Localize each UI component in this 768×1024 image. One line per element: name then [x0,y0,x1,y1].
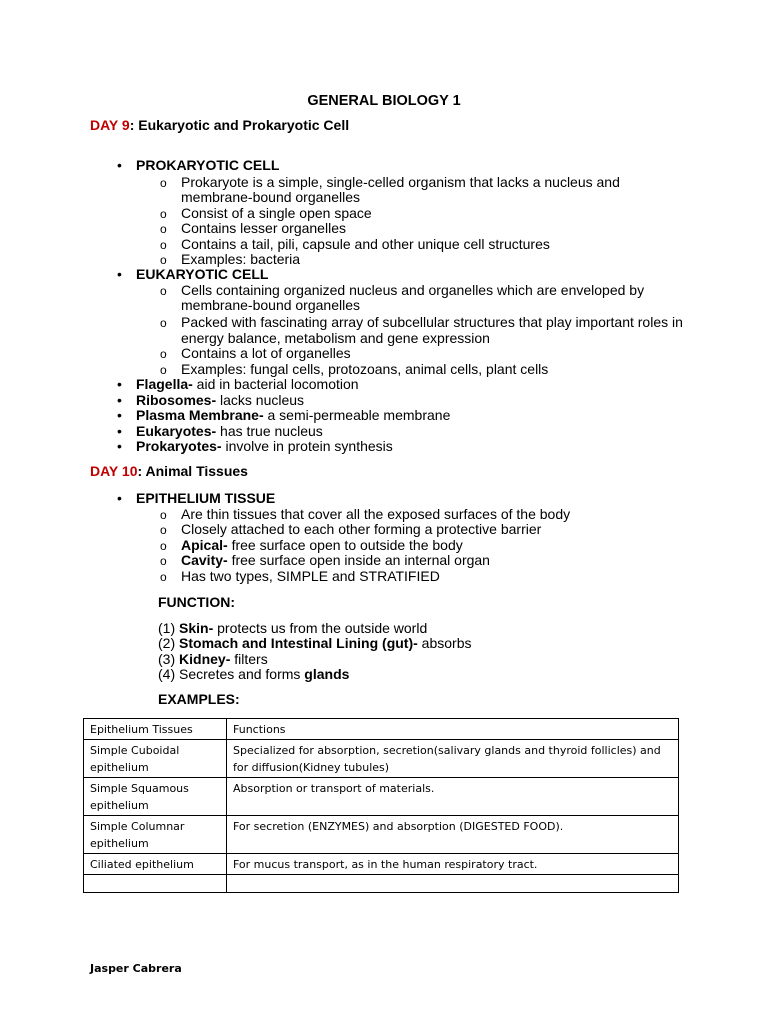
circle-bullet-icon: o [160,554,167,568]
function-text: filters [230,651,268,667]
cavity-text: free surface open inside an internal organ [231,552,490,568]
circle-bullet-icon: o [160,363,167,377]
circle-bullet-icon: o [160,253,167,267]
function-number: (4) [158,666,176,682]
day10-label: DAY 10 [90,463,138,479]
term-item [136,376,359,392]
circle-bullet-icon: o [160,570,167,584]
table-cell: For secretion (ENZYMES) and absorption (DIGESTED FOOD). [227,816,679,854]
term-item [136,407,450,423]
table-cell: Simple Columnar epithelium [84,816,227,854]
table-row [84,740,679,778]
term-definition: aid in bacterial locomotion [192,376,359,392]
table-cell [227,875,679,893]
function-text: Secretes and forms [175,666,305,682]
list-item: Packed with fascinating array of subcellular structures that play important roles in [181,314,683,330]
bullet-icon: • [117,490,122,506]
day10-topic: : Animal Tissues [137,463,248,479]
function-item [158,635,471,651]
circle-bullet-icon: o [160,222,167,236]
table-cell: Specialized for absorption, secretion(salivary glands and thyroid follicles) and for diffusion(Kidney tubules) [227,740,679,778]
circle-bullet-icon: o [160,347,167,361]
circle-bullet-icon: o [160,508,167,522]
function-text: protects us from the outside world [213,620,428,636]
bullet-icon: • [117,407,122,423]
function-item [158,620,427,636]
function-label: Skin- [179,620,214,636]
list-item: membrane-bound organelles [181,297,360,313]
list-item: Examples: bacteria [181,251,301,267]
term-label: Plasma Membrane- [136,407,264,423]
term-item [136,423,323,439]
term-label: Ribosomes- [136,392,217,408]
function-label: Stomach and Intestinal Lining (gut)- [179,635,418,651]
table-header-cell: Functions [227,719,679,740]
term-item [136,438,393,454]
examples-table [83,718,679,893]
list-item: membrane-bound organelles [181,189,360,205]
list-item: Contains a tail, pili, capsule and other unique cell structures [181,236,550,252]
day9-label: DAY 9 [90,117,130,133]
table-cell: Simple Squamous epithelium [84,778,227,816]
circle-bullet-icon: o [160,284,167,298]
prokaryotic-heading: PROKARYOTIC CELL [136,157,280,173]
circle-bullet-icon: o [160,207,167,221]
table-row [84,778,679,816]
list-item: Contains a lot of organelles [181,345,351,361]
function-number: (2) [158,635,176,651]
day9-heading [90,117,349,133]
table-cell: Absorption or transport of materials. [227,778,679,816]
function-item [158,666,349,682]
list-item: Closely attached to each other forming a protective barrier [181,521,542,537]
apical-label: Apical- [181,537,228,553]
bullet-icon: • [117,423,122,439]
cavity-label: Cavity- [181,552,228,568]
term-label: Eukaryotes- [136,423,217,439]
function-text: absorbs [417,635,472,651]
list-item: Consist of a single open space [181,205,372,221]
term-definition: lacks nucleus [216,392,305,408]
list-item [181,552,490,568]
table-row [84,875,679,893]
function-label: Kidney- [179,651,231,667]
list-item: Are thin tissues that cover all the exposed surfaces of the body [181,506,571,522]
term-definition: involve in protein synthesis [221,438,393,454]
table-row [84,816,679,854]
list-item: Prokaryote is a simple, single-celled organism that lacks a nucleus and [181,174,620,190]
circle-bullet-icon: o [160,316,167,330]
bullet-icon: • [117,376,122,392]
circle-bullet-icon: o [160,539,167,553]
function-item [158,651,268,667]
circle-bullet-icon: o [160,176,167,190]
function-number: (3) [158,651,176,667]
function-heading: FUNCTION: [158,594,235,610]
function-label: glands [304,666,350,682]
term-label: Prokaryotes- [136,438,222,454]
term-definition: a semi-permeable membrane [263,407,451,423]
list-item [181,537,463,553]
term-label: Flagella- [136,376,193,392]
bullet-icon: • [117,266,122,282]
term-definition: has true nucleus [216,423,323,439]
epithelium-heading: EPITHELIUM TISSUE [136,490,276,506]
table-cell [84,875,227,893]
table-row [84,854,679,875]
bullet-icon: • [117,392,122,408]
list-item: Examples: fungal cells, protozoans, animal cells, plant cells [181,361,549,377]
footer-author: Jasper Cabrera [90,962,182,975]
table-cell: Simple Cuboidal epithelium [84,740,227,778]
day10-heading [90,463,248,479]
function-number: (1) [158,620,176,636]
term-item [136,392,304,408]
list-item: Contains lesser organelles [181,220,346,236]
table-header-row [84,719,679,740]
table-header-cell: Epithelium Tissues [84,719,227,740]
list-item: Has two types, SIMPLE and STRATIFIED [181,568,440,584]
apical-text: free surface open to outside the body [231,537,463,553]
list-item: energy balance, metabolism and gene expression [181,330,490,346]
table-cell: For mucus transport, as in the human respiratory tract. [227,854,679,875]
table-cell: Ciliated epithelium [84,854,227,875]
document-title: GENERAL BIOLOGY 1 [307,93,461,109]
eukaryotic-heading: EUKARYOTIC CELL [136,266,269,282]
circle-bullet-icon: o [160,523,167,537]
bullet-icon: • [117,157,122,173]
day9-topic: : Eukaryotic and Prokaryotic Cell [129,117,350,133]
bullet-icon: • [117,438,122,454]
circle-bullet-icon: o [160,238,167,252]
list-item: Cells containing organized nucleus and organelles which are enveloped by [181,282,645,298]
examples-heading: EXAMPLES: [158,691,240,707]
